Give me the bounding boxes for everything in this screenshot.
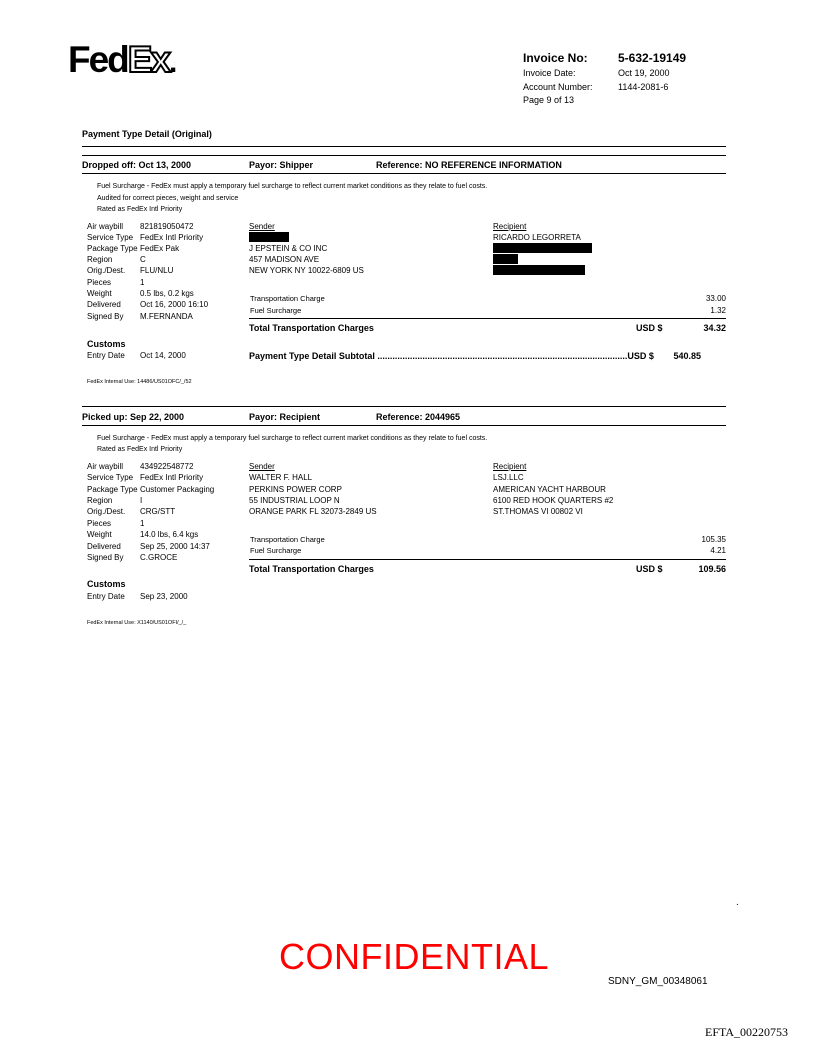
service-type-value: FedEx Intl Priority	[140, 233, 204, 242]
weight-value: 0.5 lbs, 0.2 kgs	[140, 289, 194, 298]
sender-label: Sender	[249, 222, 275, 231]
logo-ex: Ex	[127, 39, 170, 80]
invoice-no-value: 5-632-19149	[618, 51, 687, 65]
shipment1-header-rule	[82, 173, 726, 174]
sender-redaction	[249, 232, 289, 242]
entry-date-label: Entry Date	[87, 351, 125, 360]
total-rule	[249, 318, 726, 319]
recipient-redaction	[493, 254, 518, 264]
fuel-surcharge-label: Fuel Surcharge	[250, 306, 302, 315]
package-type-label: Package Type	[87, 244, 138, 253]
total-currency: USD $	[636, 564, 663, 574]
payment-subtotal-label: Payment Type Detail Subtotal ....................................................................................................USD $	[249, 351, 654, 361]
confidential-stamp: CONFIDENTIAL	[279, 936, 550, 977]
invoice-date-label: Invoice Date:	[523, 68, 576, 78]
sender-line: 55 INDUSTRIAL LOOP N	[249, 496, 340, 505]
stray-dot: .	[736, 897, 739, 908]
weight-label: Weight	[87, 289, 112, 298]
delivered-value: Sep 25, 2000 14:37	[140, 542, 210, 551]
sender-label: Sender	[249, 462, 275, 471]
orig-dest-value: FLU/NLU	[140, 266, 174, 275]
total-currency: USD $	[636, 323, 663, 333]
shipment2-note: Fuel Surcharge - FedEx must apply a temporary fuel surcharge to reflect current market conditions as they relate to fuel costs.	[97, 435, 488, 442]
account-number-value: 1144-2081-6	[618, 82, 669, 92]
sender-line: J EPSTEIN & CO INC	[249, 244, 328, 253]
logo-dot: .	[169, 46, 176, 79]
total-rule	[249, 559, 726, 560]
customs-heading: Customs	[87, 339, 126, 349]
entry-date-value: Sep 23, 2000	[140, 592, 188, 601]
invoice-no-label: Invoice No:	[523, 51, 588, 65]
region-value: I	[140, 496, 143, 505]
transportation-charge-amount: 105.35	[701, 535, 726, 544]
fuel-surcharge-amount: 1.32	[710, 306, 726, 315]
shipment1-note: Fuel Surcharge - FedEx must apply a temporary fuel surcharge to reflect current market conditions as they relate to fuel costs.	[97, 183, 488, 190]
page-number: Page 9 of 13	[523, 95, 575, 105]
service-type-value: FedEx Intl Priority	[140, 473, 204, 482]
recipient-redaction	[493, 265, 585, 275]
sender-line: ORANGE PARK FL 32073-2849 US	[249, 507, 377, 516]
logo-fed: Fed	[68, 39, 128, 80]
internal-use-note: FedEx Internal Use: X1140/US01OFI/_/_	[87, 620, 187, 626]
sender-line: NEW YORK NY 10022-6809 US	[249, 266, 364, 275]
weight-label: Weight	[87, 530, 112, 539]
total-transportation-amount: 34.32	[703, 323, 726, 333]
shipment2-payor: Payor: Recipient	[249, 412, 321, 422]
shipment1-dropped-off: Dropped off: Oct 13, 2000	[82, 160, 192, 170]
shipment1-note: Audited for correct pieces, weight and service	[97, 195, 239, 202]
entry-date-label: Entry Date	[87, 592, 125, 601]
orig-dest-label: Orig./Dest.	[87, 507, 126, 516]
recipient-line: LSJ.LLC	[493, 473, 524, 482]
customs-heading: Customs	[87, 579, 126, 589]
sender-line: PERKINS POWER CORP	[249, 485, 342, 494]
fedex-logo	[68, 40, 175, 83]
shipment2-note: Rated as FedEx Intl Priority	[97, 446, 183, 453]
signed-by-value: C.GROCE	[140, 553, 178, 562]
service-type-label: Service Type	[87, 473, 134, 482]
shipment2-top-rule	[82, 406, 726, 407]
section-title: Payment Type Detail (Original)	[82, 129, 212, 139]
shipment2-picked-up: Picked up: Sep 22, 2000	[82, 412, 185, 422]
signed-by-label: Signed By	[87, 553, 124, 562]
total-transportation-label: Total Transportation Charges	[249, 564, 374, 574]
recipient-label: Recipient	[493, 222, 527, 231]
shipment1-reference: Reference: NO REFERENCE INFORMATION	[376, 160, 562, 170]
bates-number: SDNY_GM_00348061	[608, 976, 708, 987]
pieces-label: Pieces	[87, 519, 112, 528]
transportation-charge-amount: 33.00	[705, 294, 726, 303]
total-transportation-label: Total Transportation Charges	[249, 323, 374, 333]
pieces-label: Pieces	[87, 278, 112, 287]
shipment1-note: Rated as FedEx Intl Priority	[97, 206, 183, 213]
air-waybill-value: 434922548772	[140, 462, 194, 471]
transportation-charge-label: Transportation Charge	[250, 294, 325, 303]
package-type-label: Package Type	[87, 485, 138, 494]
weight-value: 14.0 lbs, 6.4 kgs	[140, 530, 199, 539]
section-rule	[82, 146, 726, 147]
recipient-line: RICARDO LEGORRETA	[493, 233, 581, 242]
entry-date-value: Oct 14, 2000	[140, 351, 186, 360]
air-waybill-label: Air waybill	[87, 462, 124, 471]
sender-line: WALTER F. HALL	[249, 473, 313, 482]
package-type-value: Customer Packaging	[140, 485, 215, 494]
fuel-surcharge-amount: 4.21	[710, 546, 726, 555]
delivered-label: Delivered	[87, 542, 121, 551]
orig-dest-label: Orig./Dest.	[87, 266, 126, 275]
pieces-value: 1	[140, 278, 145, 287]
delivered-value: Oct 16, 2000 16:10	[140, 300, 209, 309]
payment-subtotal-amount: 540.85	[673, 351, 701, 361]
pieces-value: 1	[140, 519, 145, 528]
signed-by-value: M.FERNANDA	[140, 312, 193, 321]
signed-by-label: Signed By	[87, 312, 124, 321]
recipient-line: 6100 RED HOOK QUARTERS #2	[493, 496, 614, 505]
internal-use-note: FedEx Internal Use: 14486/US01OFC/_/52	[87, 379, 192, 385]
shipment1-top-rule	[82, 155, 726, 156]
air-waybill-label: Air waybill	[87, 222, 124, 231]
recipient-label: Recipient	[493, 462, 527, 471]
total-transportation-amount: 109.56	[698, 564, 726, 574]
region-label: Region	[87, 496, 113, 505]
fuel-surcharge-label: Fuel Surcharge	[250, 546, 302, 555]
delivered-label: Delivered	[87, 300, 121, 309]
shipment1-payor: Payor: Shipper	[249, 160, 314, 170]
recipient-redaction	[493, 243, 592, 253]
recipient-line: AMERICAN YACHT HARBOUR	[493, 485, 606, 494]
shipment2-header-rule	[82, 425, 726, 426]
invoice-date-value: Oct 19, 2000	[618, 68, 670, 78]
air-waybill-value: 821819050472	[140, 222, 194, 231]
region-value: C	[140, 255, 146, 264]
recipient-line: ST.THOMAS VI 00802 VI	[493, 507, 583, 516]
shipment2-reference: Reference: 2044965	[376, 412, 461, 422]
orig-dest-value: CRG/STT	[140, 507, 176, 516]
service-type-label: Service Type	[87, 233, 134, 242]
efta-number: EFTA_00220753	[705, 1025, 789, 1039]
package-type-value: FedEx Pak	[140, 244, 180, 253]
sender-line: 457 MADISON AVE	[249, 255, 320, 264]
transportation-charge-label: Transportation Charge	[250, 535, 325, 544]
region-label: Region	[87, 255, 113, 264]
account-number-label: Account Number:	[523, 82, 593, 92]
